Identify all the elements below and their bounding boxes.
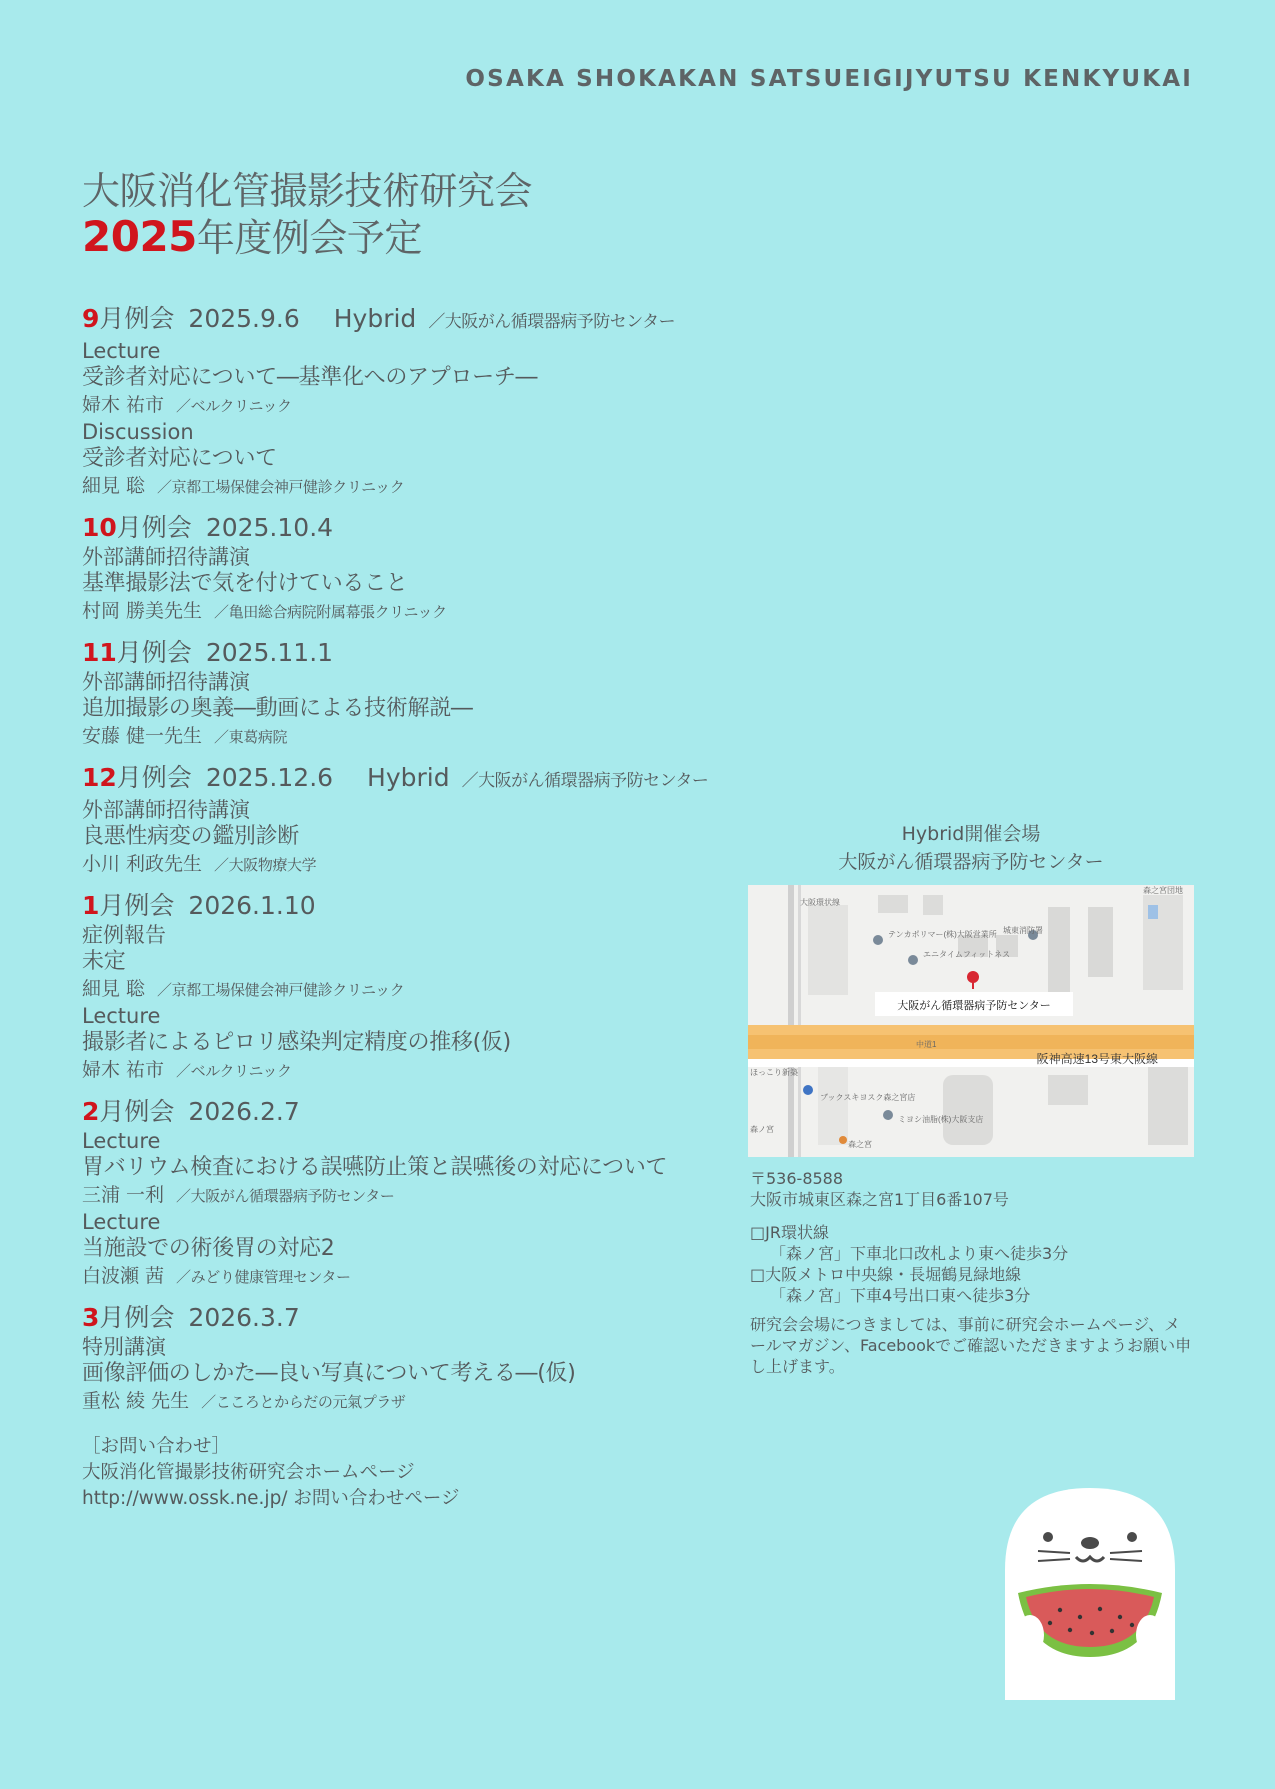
speaker-name: 重松 綾 先生 bbox=[82, 1390, 190, 1412]
session-title: 胃バリウム検査における誤嚥防止策と誤嚥後の対応について bbox=[82, 1155, 668, 1180]
session-speaker bbox=[82, 473, 722, 500]
contact-block bbox=[82, 1434, 460, 1512]
session-speaker bbox=[82, 1263, 722, 1290]
session-item bbox=[82, 922, 722, 1003]
speaker-name: 小川 利政先生 bbox=[82, 853, 203, 875]
meeting bbox=[82, 762, 722, 878]
session-category: 症例報告 bbox=[82, 923, 166, 947]
access-jr: □JR環状線 bbox=[750, 1223, 829, 1242]
session-category: Lecture bbox=[82, 1004, 161, 1028]
speaker-affiliation: ／京都工場保健会神戸健診クリニック bbox=[157, 478, 405, 496]
speaker-affiliation: ／大阪がん循環器病予防センター bbox=[176, 1187, 395, 1205]
meeting-date: 2026.2.7 bbox=[188, 1097, 300, 1126]
meeting bbox=[82, 1302, 722, 1415]
session-category: 外部講師招待講演 bbox=[82, 545, 250, 569]
meeting bbox=[82, 637, 722, 750]
speaker-name: 村岡 勝美先生 bbox=[82, 600, 203, 622]
speaker-affiliation: ／亀田総合病院附属幕張クリニック bbox=[214, 603, 447, 621]
meeting bbox=[82, 512, 722, 625]
session-item bbox=[82, 669, 722, 750]
meeting-heading bbox=[82, 303, 722, 338]
map-place-label: 城東消防署 bbox=[1003, 926, 1043, 935]
title-line-2-rest: 年度例会予定 bbox=[196, 216, 422, 260]
map-place-label: 大阪環状線 bbox=[800, 898, 840, 907]
seal-mascot-illustration bbox=[1000, 1485, 1180, 1709]
session-title: 追加撮影の奥義―動画による技術解説― bbox=[82, 696, 473, 721]
meeting-date: 2025.9.6 bbox=[188, 304, 300, 333]
meeting-date: 2025.12.6 bbox=[205, 763, 334, 792]
meeting-month: 12 bbox=[82, 763, 117, 792]
meeting-venue: ／大阪がん循環器病予防センター bbox=[428, 312, 676, 332]
contact-site-name: 大阪消化管撮影技術研究会ホームページ bbox=[82, 1462, 415, 1483]
contact-url[interactable]: http://www.ossk.ne.jp/ お問い合わせページ bbox=[82, 1488, 460, 1509]
meeting-label: 月例会 bbox=[99, 891, 175, 920]
session-title: 受診者対応について bbox=[82, 446, 277, 471]
meeting bbox=[82, 890, 722, 1084]
meeting-venue: ／大阪がん循環器病予防センター bbox=[461, 771, 709, 791]
meeting-label: 月例会 bbox=[99, 1097, 175, 1126]
session-category: Lecture bbox=[82, 339, 161, 363]
contact-label: ［お問い合わせ］ bbox=[82, 1436, 231, 1457]
session-item bbox=[82, 1003, 722, 1084]
map-place-label: 森之宮 bbox=[848, 1140, 872, 1149]
session-title: 当施設での術後胃の対応2 bbox=[82, 1236, 335, 1261]
map-place-label: ほっこり新築 bbox=[750, 1068, 798, 1077]
speaker-name: 細見 聡 bbox=[82, 978, 146, 1000]
session-item bbox=[82, 1334, 722, 1415]
session-title: 撮影者によるピロリ感染判定精度の推移(仮) bbox=[82, 1030, 511, 1055]
session-title: 良悪性病変の鑑別診断 bbox=[82, 824, 300, 849]
meeting-heading bbox=[82, 890, 722, 922]
meeting-month: 10 bbox=[82, 513, 117, 542]
meeting-date: 2026.1.10 bbox=[188, 891, 316, 920]
meeting-label: 月例会 bbox=[99, 304, 175, 333]
venue-map[interactable] bbox=[748, 885, 1194, 1157]
meeting-month: 11 bbox=[82, 638, 117, 667]
speaker-name: 安藤 健一先生 bbox=[82, 725, 203, 747]
session-speaker bbox=[82, 1057, 722, 1084]
speaker-name: 婦木 祐市 bbox=[82, 394, 165, 416]
session-item bbox=[82, 1209, 722, 1290]
meeting-date: 2025.10.4 bbox=[205, 513, 334, 542]
title-line-2 bbox=[82, 214, 532, 261]
map-place-label: ミヨシ油脂(株)大阪支店 bbox=[898, 1115, 984, 1124]
speaker-name: 白波瀬 茜 bbox=[82, 1265, 165, 1287]
speaker-affiliation: ／東葛病院 bbox=[214, 728, 288, 746]
organization-name: OSAKA SHOKAKAN SATSUEIGIJYUTSU KENKYUKAI bbox=[465, 66, 1193, 92]
session-title: 未定 bbox=[82, 949, 126, 974]
venue-heading bbox=[748, 820, 1194, 876]
access-metro-detail: 「森ノ宮」下車4号出口東へ徒歩3分 bbox=[770, 1286, 1031, 1305]
speaker-affiliation: ／大阪物療大学 bbox=[214, 856, 317, 874]
meeting-month: 2 bbox=[82, 1097, 100, 1126]
meeting-date: 2026.3.7 bbox=[188, 1303, 300, 1332]
meeting-label: 月例会 bbox=[116, 513, 192, 542]
venue-heading-name: 大阪がん循環器病予防センター bbox=[838, 851, 1104, 873]
meeting-hybrid: Hybrid bbox=[367, 763, 450, 792]
meeting-month: 9 bbox=[82, 304, 100, 333]
meeting-date: 2025.11.1 bbox=[205, 638, 334, 667]
meeting-heading bbox=[82, 512, 722, 544]
meeting-label: 月例会 bbox=[116, 763, 192, 792]
meeting-schedule bbox=[82, 303, 722, 1427]
address-line: 大阪市城東区森之宮1丁目6番107号 bbox=[750, 1190, 1009, 1209]
map-place-label: 森之宮団地 bbox=[1143, 886, 1183, 895]
session-speaker bbox=[82, 1182, 722, 1209]
venue-heading-hybrid: Hybrid開催会場 bbox=[901, 823, 1041, 845]
session-speaker bbox=[82, 723, 722, 750]
session-speaker bbox=[82, 392, 722, 419]
session-speaker bbox=[82, 851, 722, 878]
map-place-label: 森ノ宮 bbox=[750, 1125, 774, 1134]
title-year: 2025 bbox=[82, 212, 197, 261]
page-title bbox=[82, 168, 532, 261]
map-place-label: テンカポリマー(株)大阪営業所 bbox=[888, 930, 997, 939]
session-title: 画像評価のしかた―良い写真について考える―(仮) bbox=[82, 1361, 576, 1386]
session-item bbox=[82, 338, 722, 419]
session-item bbox=[82, 544, 722, 625]
access-metro: □大阪メトロ中央線・長堀鶴見緑地線 bbox=[750, 1265, 1022, 1284]
venue-note: 研究会会場につきましては、事前に研究会ホームページ、メールマガジン、Facebookでご確認いただきますようお願い申し上げます。 bbox=[750, 1315, 1192, 1376]
session-category: 外部講師招待講演 bbox=[82, 798, 250, 822]
speaker-name: 細見 聡 bbox=[82, 475, 146, 497]
speaker-affiliation: ／こころとからだの元氣プラザ bbox=[201, 1393, 406, 1411]
session-item bbox=[82, 419, 722, 500]
session-speaker bbox=[82, 976, 722, 1003]
session-item bbox=[82, 1128, 722, 1209]
session-category: 特別講演 bbox=[82, 1335, 166, 1359]
meeting bbox=[82, 1096, 722, 1290]
meeting-label: 月例会 bbox=[116, 638, 192, 667]
meeting-heading bbox=[82, 1302, 722, 1334]
venue-address-block bbox=[750, 1168, 1196, 1377]
postal-code: 〒536-8588 bbox=[750, 1169, 844, 1188]
speaker-affiliation: ／京都工場保健会神戸健診クリニック bbox=[157, 981, 405, 999]
map-highway-label: 阪神高速13号東大阪線 bbox=[1036, 1052, 1158, 1066]
speaker-affiliation: ／ベルクリニック bbox=[176, 397, 292, 415]
session-speaker bbox=[82, 598, 722, 625]
speaker-affiliation: ／みどり健康管理センター bbox=[176, 1268, 351, 1286]
session-category: 外部講師招待講演 bbox=[82, 670, 250, 694]
meeting-hybrid: Hybrid bbox=[333, 304, 417, 333]
meeting-heading bbox=[82, 637, 722, 669]
map-place-label: エニタイムフィットネス bbox=[923, 950, 1011, 959]
map-place-label: ブックスキヨスク森之宮店 bbox=[820, 1093, 916, 1102]
meeting-heading bbox=[82, 762, 722, 797]
meeting-label: 月例会 bbox=[99, 1303, 175, 1332]
session-category: Lecture bbox=[82, 1210, 161, 1234]
speaker-name: 三浦 一利 bbox=[82, 1184, 165, 1206]
map-pin-label: 大阪がん循環器病予防センター bbox=[897, 1000, 1051, 1012]
session-item bbox=[82, 797, 722, 878]
session-title: 受診者対応について―基準化へのアプローチ― bbox=[82, 365, 538, 390]
meeting-month: 1 bbox=[82, 891, 100, 920]
meeting-heading bbox=[82, 1096, 722, 1128]
speaker-affiliation: ／ベルクリニック bbox=[176, 1062, 292, 1080]
speaker-name: 婦木 祐市 bbox=[82, 1059, 165, 1081]
meeting bbox=[82, 303, 722, 500]
access-jr-detail: 「森ノ宮」下車北口改札より東へ徒歩3分 bbox=[770, 1244, 1069, 1263]
map-place-label: 中道1 bbox=[916, 1040, 937, 1049]
title-line-1: 大阪消化管撮影技術研究会 bbox=[82, 169, 533, 213]
session-category: Lecture bbox=[82, 1129, 161, 1153]
session-speaker bbox=[82, 1388, 722, 1415]
session-category: Discussion bbox=[82, 420, 194, 444]
meeting-month: 3 bbox=[82, 1303, 100, 1332]
session-title: 基準撮影法で気を付けていること bbox=[82, 571, 408, 596]
